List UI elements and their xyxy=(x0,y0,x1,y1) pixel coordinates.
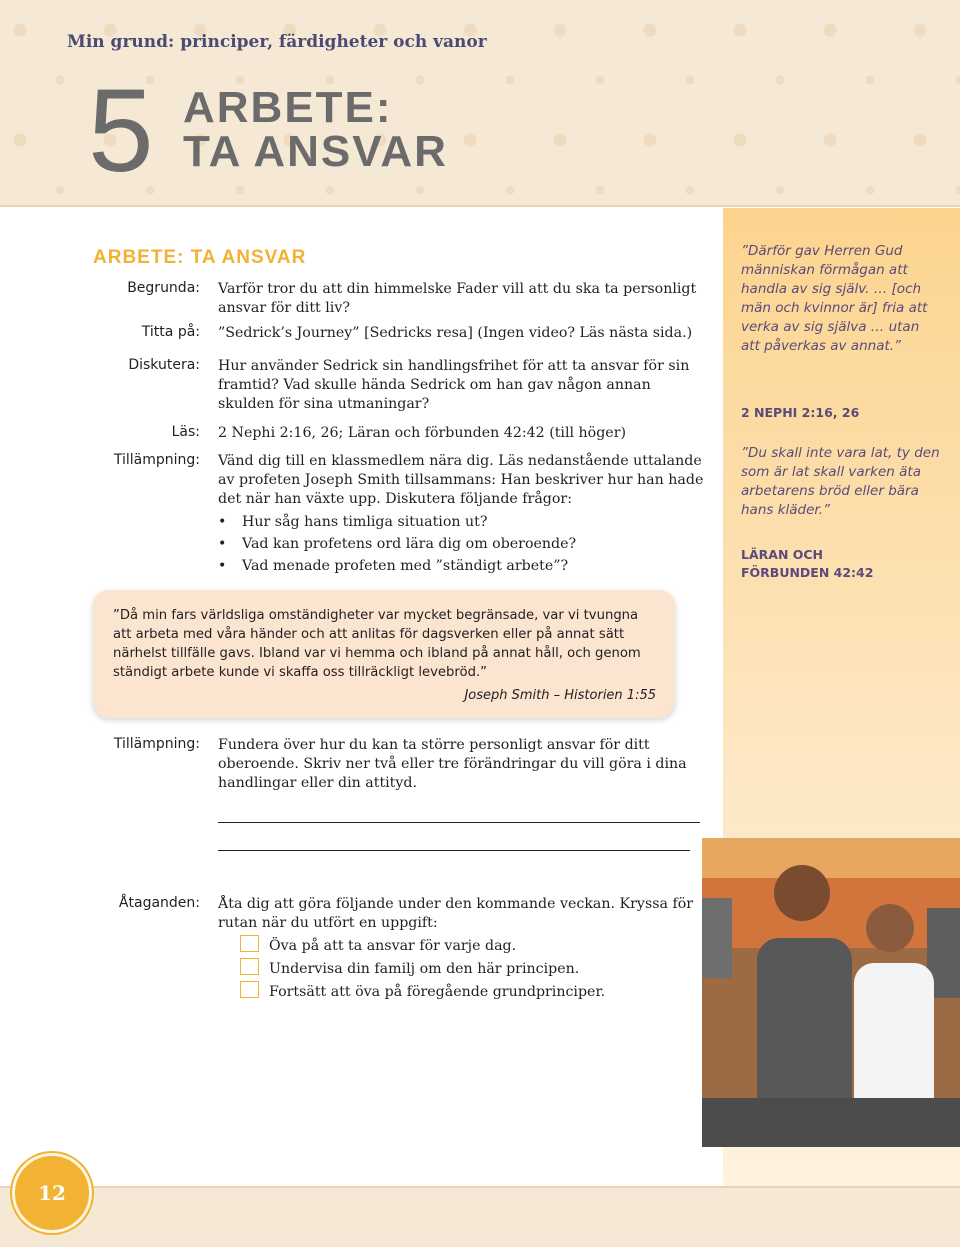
row-text: ”Sedrick’s Journey” [Sedricks resa] (Ingen video? Läs nästa sida.) xyxy=(218,325,693,341)
list-item: • Vad menade profeten med ”ständigt arbete”? xyxy=(218,555,708,577)
row-text: 2 Nephi 2:16, 26; Läran och förbunden 42:42 (till höger) xyxy=(218,425,627,441)
row-text: Åta dig att göra följande under den kommande veckan. Kryssa för rutan när du utfört en uppgift: xyxy=(218,896,694,931)
sidebar-quote-1: ”Därför gav Herren Gud människan förmågan att handla av sig själv. … [och män och kvinnor är] fria att verka av sig själva … utan att påverkas av annat.” xyxy=(741,243,928,354)
row-text: Fundera över hur du kan ta större personligt ansvar för ditt oberoende. Skriv ner två eller tre förändringar du vill göra i dina handlingar eller din attityd. xyxy=(218,737,687,791)
row-text: Vänd dig till en klassmedlem nära dig. Läs nedanstående uttalande av profeten Joseph Smith tillsammans: Han beskriver hur han hade det när han växte upp. Diskutera följande frågor: xyxy=(218,453,704,507)
gym-photo xyxy=(702,838,960,1147)
row-text: Varför tror du att din himmelske Fader vill att du ska ta personligt ansvar för ditt liv? xyxy=(218,281,697,316)
commitment-list xyxy=(218,935,698,1004)
page-number: 12 xyxy=(12,1153,92,1233)
row-tillampning-2 xyxy=(60,736,720,793)
commitment-label: Öva på att ta ansvar för varje dag. xyxy=(269,938,517,954)
footer-band xyxy=(0,1188,960,1247)
chapter-title-line2: TA ANSVAR xyxy=(183,127,448,176)
question-list xyxy=(218,511,708,577)
commitment-label: Undervisa din familj om den här principen. xyxy=(269,961,580,977)
sidebar-ref-2-line1: LÄRAN OCH xyxy=(741,547,824,562)
commitment-item xyxy=(240,981,698,1004)
row-text: Hur använder Sedrick sin handlingsfrihet för att ta ansvar för sin framtid? Vad skulle hända Sedrick om han gav någon annan skulden för sina utmaningar? xyxy=(218,358,690,412)
chapter-number: 5 xyxy=(88,65,154,197)
commitment-item xyxy=(240,935,698,958)
commitment-item xyxy=(240,958,698,981)
section-title: ARBETE: TA ANSVAR xyxy=(93,247,307,268)
sidebar-ref-2 xyxy=(741,546,873,582)
kicker-title: Min grund: principer, färdigheter och vanor xyxy=(67,32,487,52)
sidebar-quote-2: ”Du skall inte vara lat, ty den som är lat skall varken äta arbetarens bröd eller bära hans kläder.” xyxy=(741,445,940,518)
row-tillampning xyxy=(60,452,720,577)
row-label: Titta på: xyxy=(141,324,200,340)
quote-text: ”Då min fars världsliga omständigheter var mycket begränsade, var vi tvungna att arbeta med våra händer och att anlitas för dagsverken eller på annat sätt närhelst tillfälle gavs. Ibland var vi hemma och ibland på annat håll, och genom ständigt arbete kunde vi skaffa oss tillräckligt levebröd.” xyxy=(113,608,641,680)
row-begrunda xyxy=(60,280,720,318)
checkbox[interactable] xyxy=(240,981,259,998)
quote-reference: Joseph Smith – Historien 1:55 xyxy=(464,688,656,703)
row-label: Begrunda: xyxy=(127,280,200,296)
list-item: • Vad kan profetens ord lära dig om oberoende? xyxy=(218,533,708,555)
row-titta xyxy=(60,324,720,343)
row-label: Tillämpning: xyxy=(113,736,200,752)
row-label: Tillämpning: xyxy=(113,452,200,468)
row-label: Diskutera: xyxy=(128,357,200,373)
header-divider xyxy=(0,205,960,207)
sidebar-ref-1: 2 NEPHI 2:16, 26 xyxy=(741,405,860,420)
answer-line-1[interactable] xyxy=(218,822,700,823)
chapter-title xyxy=(183,83,448,176)
commitment-label: Fortsätt att öva på föregående grundprinciper. xyxy=(269,984,606,1000)
list-item: • Hur såg hans timliga situation ut? xyxy=(218,511,708,533)
row-diskutera xyxy=(60,357,720,414)
checkbox[interactable] xyxy=(240,935,259,952)
row-las xyxy=(60,424,720,443)
chapter-title-line1: ARBETE: xyxy=(183,83,393,132)
sidebar-ref-2-line2: FÖRBUNDEN 42:42 xyxy=(741,565,874,580)
row-ataganden xyxy=(60,895,720,1004)
answer-line-2[interactable] xyxy=(218,850,690,851)
row-label: Åtaganden: xyxy=(118,895,200,911)
row-label: Läs: xyxy=(171,424,200,440)
checkbox[interactable] xyxy=(240,958,259,975)
